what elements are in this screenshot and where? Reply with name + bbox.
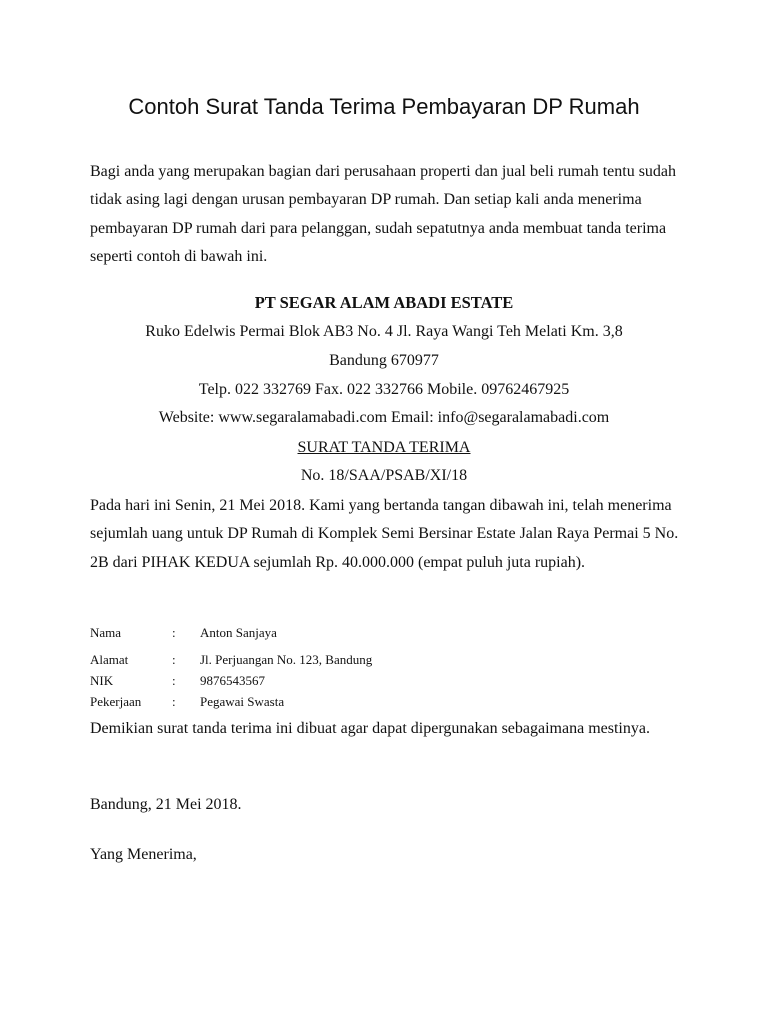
page-title: Contoh Surat Tanda Terima Pembayaran DP Rumah [128, 94, 640, 119]
payer-value: Anton Sanjaya [200, 625, 277, 640]
company-contact: Telp. 022 332769 Fax. 022 332766 Mobile. 09762467925 [198, 381, 570, 398]
payer-label: Pekerjaan [90, 694, 142, 709]
payer-label: Alamat [90, 652, 129, 667]
closing-paragraph: Demikian surat tanda terima ini dibuat agar dapat dipergunakan sebagaimana mestinya. [90, 720, 650, 737]
company-name: PT SEGAR ALAM ABADI ESTATE [254, 293, 514, 312]
document-title: SURAT TANDA TERIMA [297, 439, 471, 456]
payer-value: 9876543567 [200, 673, 265, 688]
intro-paragraph: Bagi anda yang merupakan bagian dari perusahaan properti dan jual beli rumah tentu sudah tidak asing lagi dengan urusan pembayaran DP rumah. Dan setiap kali anda menerima pembayaran DP rumah dari para pelanggan, sudah sepatutnya anda membuat tanda terima seperti contoh di bawah ini. [90, 163, 677, 265]
company-address-line2: Bandung 670977 [329, 352, 439, 369]
company-web-email: Website: www.segaralamabadi.com Email: info@segaralamabadi.com [158, 409, 610, 426]
body-paragraph: Pada hari ini Senin, 21 Mei 2018. Kami yang bertanda tangan dibawah ini, telah menerima sejumlah uang untuk DP Rumah di Komplek Semi Bersinar Estate Jalan Raya Permai 5 No. 2B dari PIHAK KEDUA sejumlah Rp. 40.000.000 (empat puluh juta rupiah). [90, 497, 679, 571]
company-address-line1: Ruko Edelwis Permai Blok AB3 No. 4 Jl. Raya Wangi Teh Melati Km. 3,8 [145, 323, 623, 340]
payer-separator: : [172, 694, 176, 709]
document-number: No. 18/SAA/PSAB/XI/18 [300, 467, 468, 484]
payer-label: NIK [90, 673, 114, 688]
payer-separator: : [172, 625, 176, 640]
payer-separator: : [172, 673, 176, 688]
payer-value: Pegawai Swasta [200, 694, 285, 709]
payer-separator: : [172, 652, 176, 667]
place-date: Bandung, 21 Mei 2018. [90, 796, 242, 813]
payer-value: Jl. Perjuangan No. 123, Bandung [200, 652, 373, 667]
receiver-label: Yang Menerima, [90, 846, 197, 863]
payer-label: Nama [90, 625, 122, 640]
